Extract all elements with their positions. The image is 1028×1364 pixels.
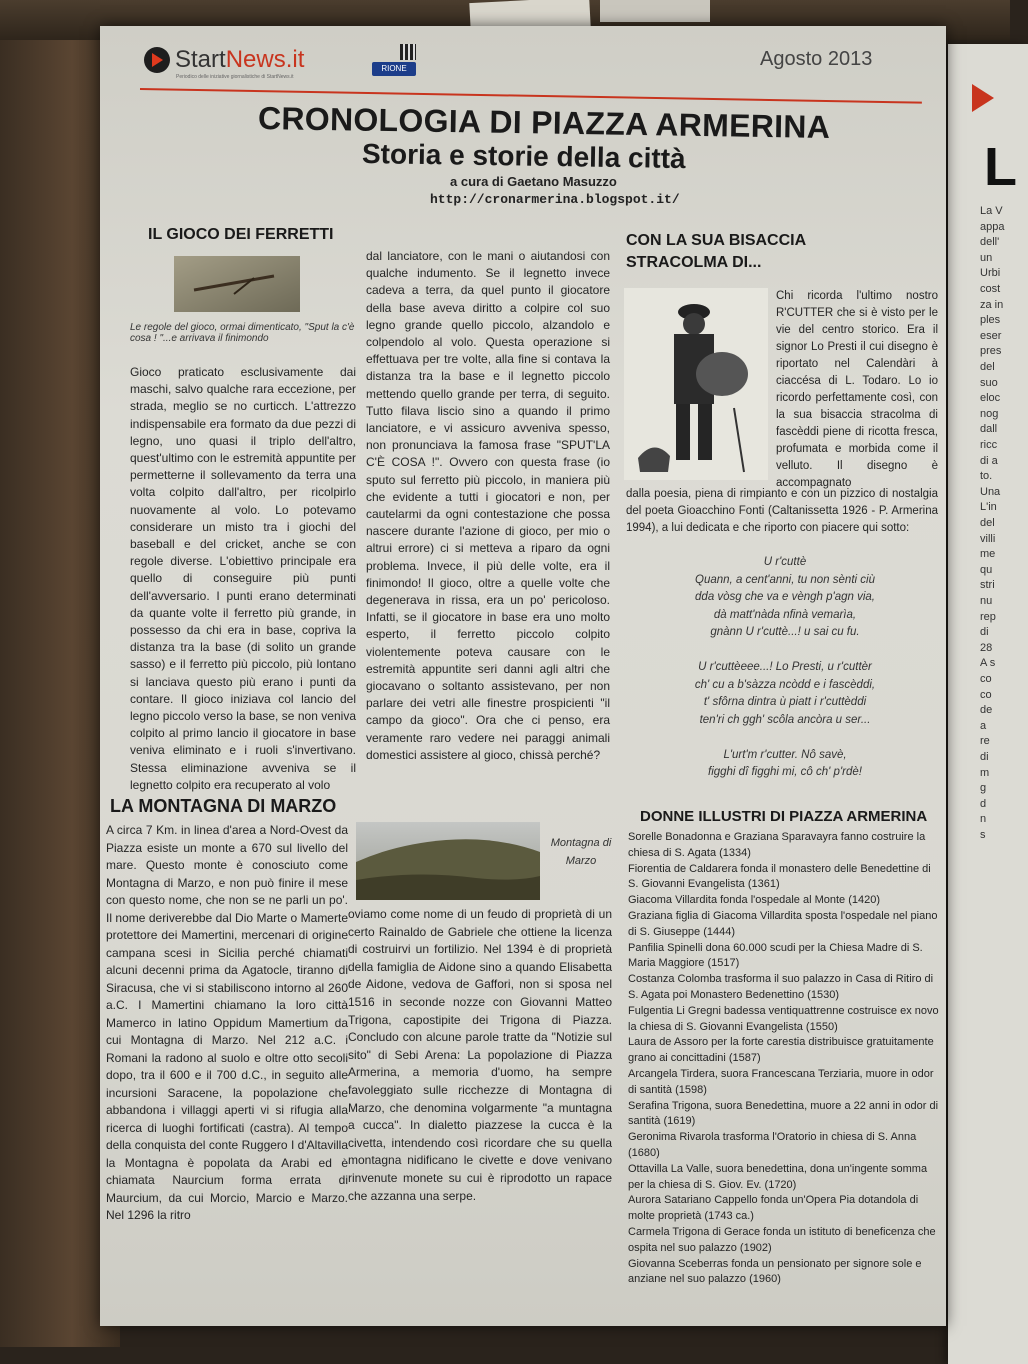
poem-line: gnànn U r'cuttè...! u sai cu fu.: [710, 626, 860, 638]
next-page-fragment: me: [980, 548, 996, 561]
bisaccia-text: Chi ricorda l'ultimo nostro R'CUTTER che si è visto per le vie del centro storico. Era il signor Lo Presti il cui disegno è riportato nel Calendàri à ciaccésa di L. Todaro. Lo io ricordo perfettamente così, con la sua bisaccia stracolma di fascèddi piene di ricotta fresca, profumata e morbida come il velluto. Il disegno è accompagnato: [776, 290, 938, 489]
list-item: Carmela Trigona di Gerace fonda un istituto di beneficenza che ospita nel suo palazzo (1902): [628, 1225, 936, 1254]
blog-url: http://cronarmerina.blogspot.it/: [430, 192, 680, 207]
ferretti-photo: [174, 256, 300, 312]
play-logo-icon: [144, 47, 170, 73]
next-page-fragment: del: [980, 517, 995, 529]
list-item: Aurora Satariano Cappello fonda un'Opera Pia dotandola di molte proprietà (1743 ca.): [628, 1194, 919, 1223]
next-page-fragment: eloc: [980, 392, 1001, 405]
next-page-fragment: un: [980, 251, 993, 264]
next-page-fragment: del: [980, 361, 995, 373]
next-page-fragment: suo: [980, 376, 998, 389]
section-title-ferretti: IL GIOCO DEI FERRETTI: [148, 226, 334, 243]
list-item: Panfilia Spinelli dona 60.000 scudi per la Chiesa Madre di S. Maria Maggiore (1517): [628, 941, 923, 970]
poem-line: ch' cu a b'sàzza ncòdd e i fascèddi,: [694, 678, 876, 691]
poem-line: U r'cuttè: [763, 556, 807, 568]
next-page-fragment: de: [980, 704, 993, 717]
next-page-fragment: s: [980, 829, 986, 841]
startnews-logo: [144, 46, 304, 74]
next-page-fragment: cost: [980, 283, 1001, 295]
rione-badge: RIONE: [372, 62, 416, 76]
next-page-fragment: 28: [980, 641, 993, 654]
next-page-fragment: villi: [980, 532, 996, 545]
donne-list: [628, 830, 940, 1288]
byline: a cura di Gaetano Masuzzo: [450, 174, 617, 189]
next-page-fragment: di a: [980, 454, 998, 467]
next-page-fragment: g: [980, 782, 987, 795]
rcutter-drawing: [624, 288, 768, 480]
next-page-fragment: La V: [980, 205, 1003, 217]
next-page-fragment: Una: [980, 485, 1001, 498]
list-item: Geronima Rivarola trasforma l'Oratorio in chiesa di S. Anna (1680): [628, 1131, 917, 1159]
next-page-fragment: A s: [980, 657, 996, 670]
next-page-logo-icon: [972, 84, 994, 112]
poem-line: t' sfôrna dintra ù piatt i r'cuttèddi: [703, 696, 867, 708]
next-page-edge: [948, 44, 1028, 1364]
next-page-fragment: di: [980, 751, 989, 763]
poem-line: U r'cuttèeee...! Lo Presti, u r'cuttèr: [698, 661, 872, 673]
poem-line: dà matt'nàda nfinà vemarìa,: [713, 608, 857, 621]
poem-line: ten'ri ch ggh' scôla ancòra u ser...: [699, 713, 871, 726]
montagna-column-2: oviamo come nome di un feudo di proprietà di un certo Rainaldo de Gabriele che ottiene la licenza di costruirvi un fortilizio. Nel 1394 è di proprietà della famiglia de Aidone sino a quando Elisabetta de Aidone, vedova de Gaffori, non si sposa nel 1516 in seconde nozze con Giovanni Matteo Trigona, capostipite dei Trigona di Piazza. Concludo con alcune parole tratte da "Notizie sul sito" di Sebi Arena: La popolazione di Piazza Armerina, a memoria d'uomo, ha sempre favoleggiato sulle ricchezze di Montagna di Marzo, che denomina volgarmente "a muntagna a cucca". In dialetto piazzese la cucca è la civetta, intendendo così ricordare che su quella montagna nidificano le civette e dove venivano rinvenute monete su cui è riprodotto un rapace che azzanna una serpe.: [348, 907, 612, 1203]
newspaper-page: [100, 26, 946, 1326]
section-title-donne: DONNE ILLUSTRI DI PIAZZA ARMERINA: [640, 808, 928, 825]
next-page-fragment: dell': [980, 236, 1000, 249]
list-item: Fiorentia de Caldarera fonda il monastero delle Benedettine di S. Giovanni Evangelista (1361): [628, 862, 931, 891]
next-page-fragment: rep: [980, 610, 996, 623]
poem-line: L'urt'm r'cutter. Nô savè,: [723, 748, 847, 761]
next-page-fragment: qu: [980, 563, 993, 576]
next-page-fragment: co: [980, 673, 992, 685]
page-subtitle: Storia e storie della città: [361, 138, 686, 175]
next-page-fragment: stri: [980, 579, 995, 592]
next-page-fragment: n: [980, 813, 987, 826]
next-page-fragment: to.: [980, 470, 993, 483]
next-page-fragment: dall: [980, 423, 998, 436]
ferretti-caption: Le regole del gioco, ormai dimenticato, "Sput la c'è cosa ! "...e arrivava il finimondo: [130, 322, 355, 344]
section-title-bisaccia-1: CON LA SUA BISACCIA: [626, 232, 807, 249]
ferretti-column-2: dal lanciatore, con le mani o aiutandosi con qualche indumento. Se il legnetto invece cadeva a terra, da quel punto il giocatore della base aveva diritto a colpire col suo legno grande quello piccolo, alzandolo e colpendolo al volo. Questa operazione si effettuava per tre volte, alla fine si contava la distanza tra la base e il legnetto piccolo mettendo quello grande per terra, di seguito. Tutto filava liscio sino a quando il primo lanciatore, e vi assicuro avveniva spesso, non pronunciava la famosa frase "SPUT'LA C'È COSA !". Ovvero con questa frase (io sputo sul ferretto più piccolo, in maniera più che evidente a tutti i giocatori e non, per cautelarmi da ogni contestazione che possa nascere durante l'azione di gioco, per mio o altrui errore) ci si metteva a riparo da ogni problema. Invece, il più delle volte, era il finimondo! Il gioco, oltre a quelle volte che degenerava in rissa, era un po' pericoloso. Infatti, se il giocatore in base era uno molto esperto, il ferretto piccolo colpito violentemente poteva causare con le estremità appuntite seri danni agli altri che giocavano o soltanto assistevano, per non parlare dei vetri alle finestre prospicienti "il campo da gioco". Ora che ci penso, era veramente raro vedere nei paraggi animali domestici assistere al gioco, chissà perché?: [366, 249, 610, 762]
next-page-fragment: a: [980, 719, 987, 732]
bisaccia-text-cont: dalla poesia, piena di rimpianto e con un pizzico di nostalgia del poeta Gioacchino Fonti (Caltanissetta 1926 - P. Armerina 1994), a lui dedicata e che riporto con piacere qui sotto:: [626, 488, 938, 534]
next-page-fragment: d: [980, 797, 987, 810]
next-page-fragment: co: [980, 688, 992, 701]
list-item: Giovanna Sceberras fonda un pensionato per signore sole e anziane nel suo palazzo (1960): [628, 1257, 922, 1286]
next-page-fragment: ricc: [980, 439, 998, 451]
next-page-fragment: L'in: [980, 501, 997, 514]
next-page-fragment: nu: [980, 595, 993, 607]
poem-line: dda vòsg che va e vèngh p'agn via,: [695, 591, 875, 603]
list-item: Graziana figlia di Giacoma Villardita sposta l'ospedale nel piano di S. Giuseppe (1444): [628, 909, 938, 938]
qr-code-icon: [400, 44, 416, 60]
ferretti-column-1: Gioco praticato esclusivamente dai maschi, salvo qualche rara eccezione, per strada, meglio se no curticch. L'attrezzo indispensabile era formato da due pezzi di legno, uno quasi il triplo dell'altro, quest'ultimo con le estremità appuntite per permetterne il sollevamento da terra una volta colpito dall'altro, per ricolpirlo nuovamente al volo. Lo potevamo considerare un misto tra i giochi del baseball e del cricket, anche se con regole diverse. L'obiettivo principale era quello di conseguire più punti dell'avversario. I punti erano determinati da quante volte il ferretto più grande, in possesso da chi era in base, copriva la distanza tra la base (di solito un grande sasso) e il ferretto più piccolo, più lontano si lanciava questo più erano i punti da contare. Il gioco iniziava col lancio del legno piccolo verso la base, se non veniva colpito al primo lancio il giocatore in base veniva eliminato e i ruoli s'invertivano. Stessa eliminazione avveniva se il legnetto colpito era recuperato al volo: [130, 365, 356, 792]
next-page-fragment: di: [980, 626, 989, 639]
list-item: Sorelle Bonadonna e Graziana Sparavayra fanno costruire la chiesa di S. Agata (1334): [628, 831, 926, 859]
brand-subtitle: Periodico delle iniziative giornalistiche di StartNews.it: [176, 74, 294, 80]
next-page-fragment: pres: [980, 345, 1002, 358]
list-item: Fulgentia Li Gregni badessa ventiquattrenne costruisce ex novo la chiesa di S. Giovanni Evangelista (1550): [628, 1004, 939, 1033]
next-page-fragment: m: [980, 766, 990, 779]
list-item: Ottavilla La Valle, suora benedettina, dona un'ingente somma per la chiesa di S. Giov. Ev. (1720): [628, 1162, 928, 1191]
next-page-fragment: re: [980, 735, 990, 748]
paper-scrap-2: [600, 0, 710, 22]
brand-name: [175, 46, 304, 74]
montagna-caption: Montagna di Marzo: [550, 837, 612, 867]
next-page-fragment: nog: [980, 407, 999, 420]
poem-line: figghi dî figghi mi, cô ch' p'rdè!: [708, 766, 862, 778]
section-title-bisaccia-2: STRACOLMA DI...: [626, 254, 762, 271]
list-item: Costanza Colomba trasforma il suo palazzo in Casa di Ritiro di S. Agata poi Monastero Bedenettino (1530): [628, 973, 934, 1001]
list-item: Serafina Trigona, suora Benedettina, muore a 22 anni in odor di santità (1619): [628, 1099, 939, 1128]
next-page-heading: L: [984, 137, 1017, 197]
poem-line: Quann, a cent'anni, tu non sènti ciù: [695, 573, 875, 586]
brand-news: News.it: [225, 46, 305, 73]
list-item: Laura de Assoro per la forte carestia distribuisce gratuitamente grano ai concittadini (1587): [628, 1036, 934, 1065]
next-page-fragment: Urbi: [980, 267, 1001, 280]
section-title-montagna: LA MONTAGNA DI MARZO: [110, 796, 337, 816]
poem-line: [640, 642, 930, 660]
next-page-fragment: ples: [980, 314, 1001, 327]
page-title: CRONOLOGIA DI PIAZZA ARMERINA: [257, 100, 831, 145]
list-item: Giacoma Villardita fonda l'ospedale al Monte (1420): [628, 894, 880, 907]
next-page-fragment: za in: [980, 298, 1004, 311]
montagna-column-1: A circa 7 Km. in linea d'area a Nord-Ovest da Piazza esiste un monte a 670 sul livello del mare. Questo monte è conosciuto come Montagna di Marzo, e non può finire il mese con questo nome, che non se ne parli un po'. Il nome deriverebbe dal Dio Marte o Mamerte protettore dei Mamertini, mercenari di origine campana scesi in Sicilia perché chiamati alcuni decenni prima da Agatocle, tiranno di Siracusa, che vi si stabiliscono intorno al 260 a.C. I Mamertini chiamano la loro città Mamerco in latino Oppidum Mamertium da cui Montagna di Marzo. Nel 212 a.C. i Romani la radono al suolo e oltre otto secoli dopo, tra il 600 e il 700 d.C., in seguito alle incursioni Saracene, la popolazione che abbandona i villaggi aperti vi si rifugia alla ricerca di luoghi fortificati (castra). Al tempo della conquista del conte Ruggero I d'Altavilla la Montagna è popolata da Arabi ed è chiamata Naurcium forma errata di Maurcium, da cui Morcio, Marcio e Marzo. Nel 1296 la ritro: [106, 823, 348, 1222]
list-item: Arcangela Tirdera, suora Francescana Terziaria, muore in odor di santità (1598): [628, 1067, 934, 1096]
next-page-fragment: appa: [980, 220, 1005, 233]
issue-date: Agosto 2013: [760, 48, 873, 70]
next-page-fragment: eser: [980, 329, 1002, 342]
montagna-photo: [356, 822, 540, 900]
rcutte-poem: [640, 554, 930, 782]
poem-line: [640, 729, 930, 747]
brand-start: Start: [175, 46, 226, 73]
